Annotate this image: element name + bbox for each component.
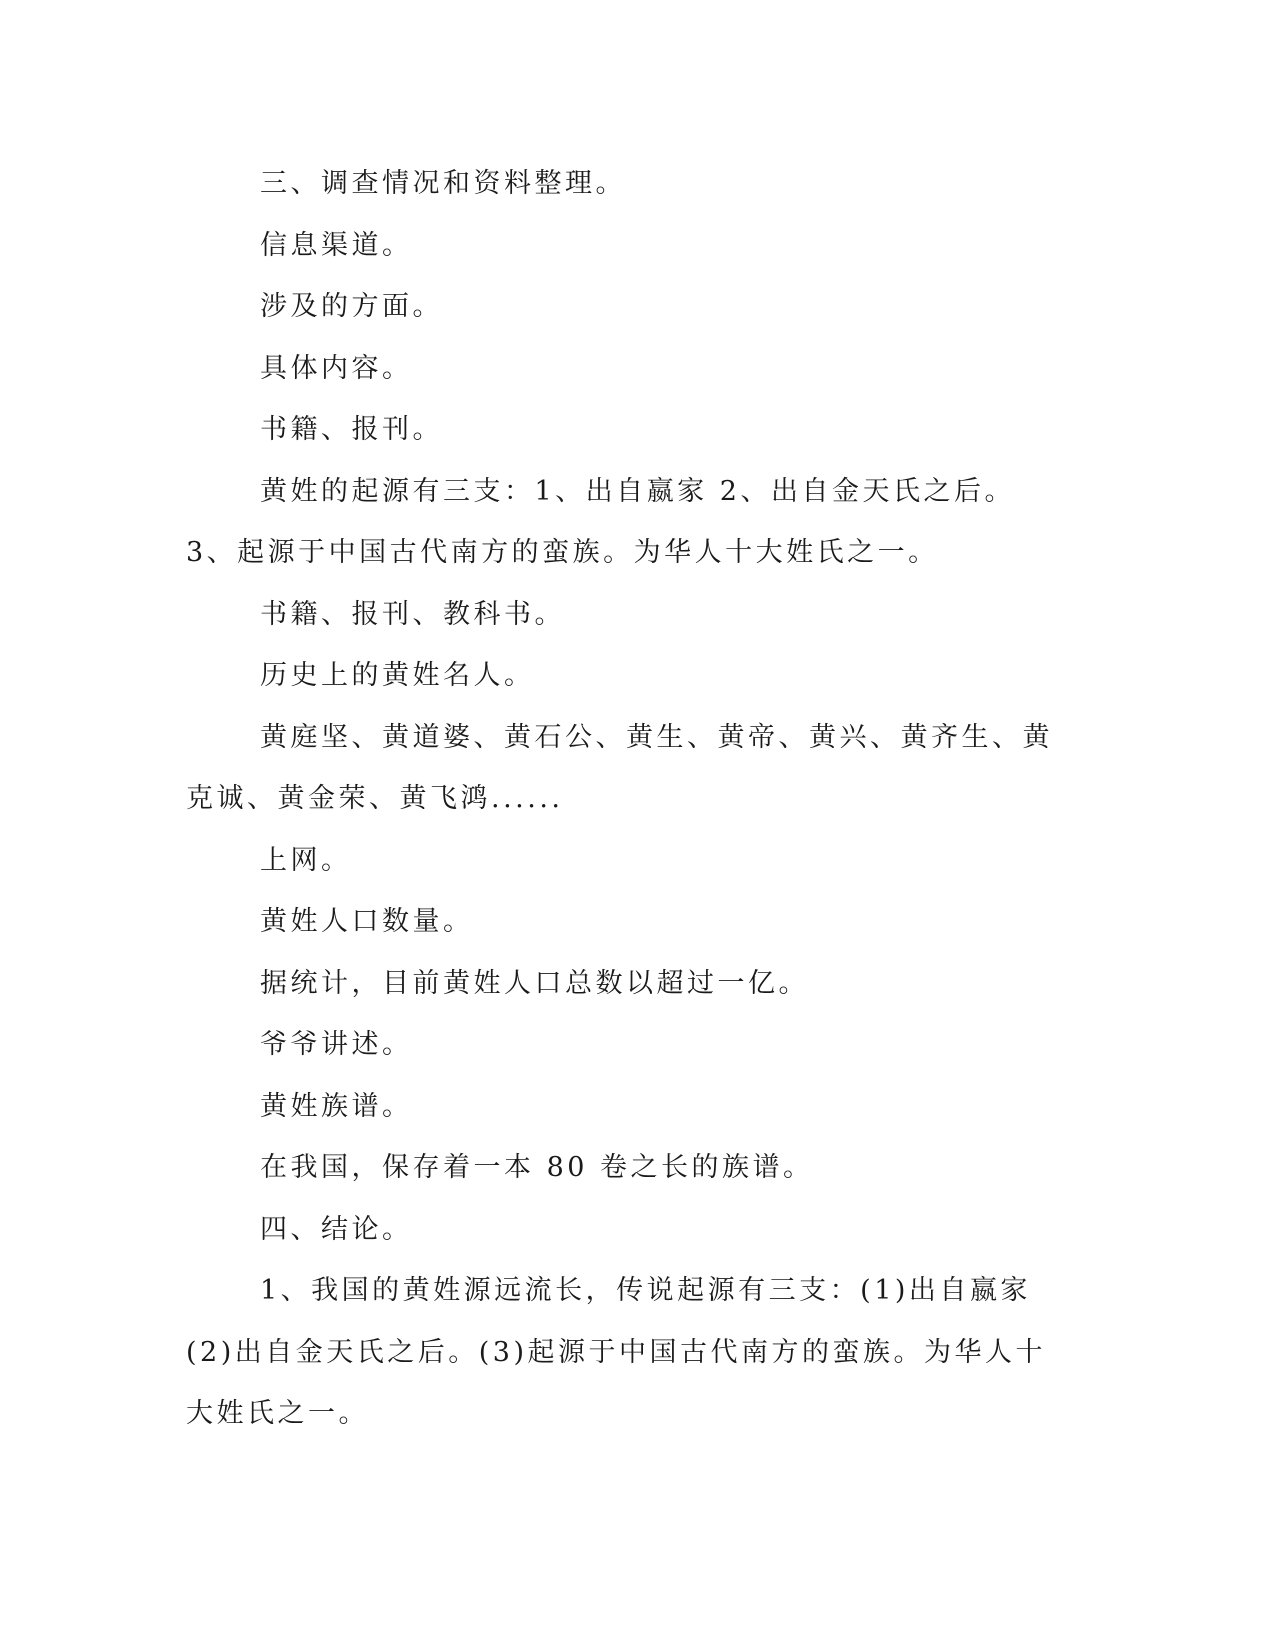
document-body (186, 153, 1066, 1445)
paragraph-specific-content: 具体内容。 (260, 352, 413, 384)
section-heading-4: 四、结论。 (260, 1213, 413, 1245)
paragraph-internet: 上网。 (260, 844, 352, 876)
paragraph-genealogy: 黄姓族谱。 (260, 1090, 413, 1122)
paragraph-books-newspapers: 书籍、报刊。 (260, 414, 443, 445)
paragraph-conclusion-1: 1、我国的黄姓源远流长，传说起源有三支：(1)出自嬴家(2)出自金天氏之后。(3)起源于中国古代南方的蛮族。为华人十大姓氏之一。 (186, 1275, 1046, 1429)
paragraph-population-stat: 据统计，目前黄姓人口总数以超过一亿。 (260, 967, 809, 999)
paragraph-aspects: 涉及的方面。 (260, 291, 443, 322)
paragraph-origin: 黄姓的起源有三支：1、出自嬴家 2、出自金天氏之后。3、起源于中国古代南方的蛮族。为华人十大姓氏之一。 (186, 475, 1015, 568)
paragraph-genealogy-detail: 在我国，保存着一本 80 卷之长的族谱。 (260, 1152, 814, 1183)
paragraph-books-textbooks: 书籍、报刊、教科书。 (260, 598, 565, 630)
paragraph-grandpa: 爷爷讲述。 (260, 1029, 413, 1060)
paragraph-famous-people-list: 黄庭坚、黄道婆、黄石公、黄生、黄帝、黄兴、黄齐生、黄克诚、黄金荣、黄飞鸿...... (186, 721, 1053, 814)
paragraph-population-heading: 黄姓人口数量。 (260, 906, 474, 937)
paragraph-info-channel: 信息渠道。 (260, 229, 413, 261)
section-heading-3: 三、调查情况和资料整理。 (260, 168, 626, 199)
paragraph-famous-people-heading: 历史上的黄姓名人。 (260, 660, 535, 691)
